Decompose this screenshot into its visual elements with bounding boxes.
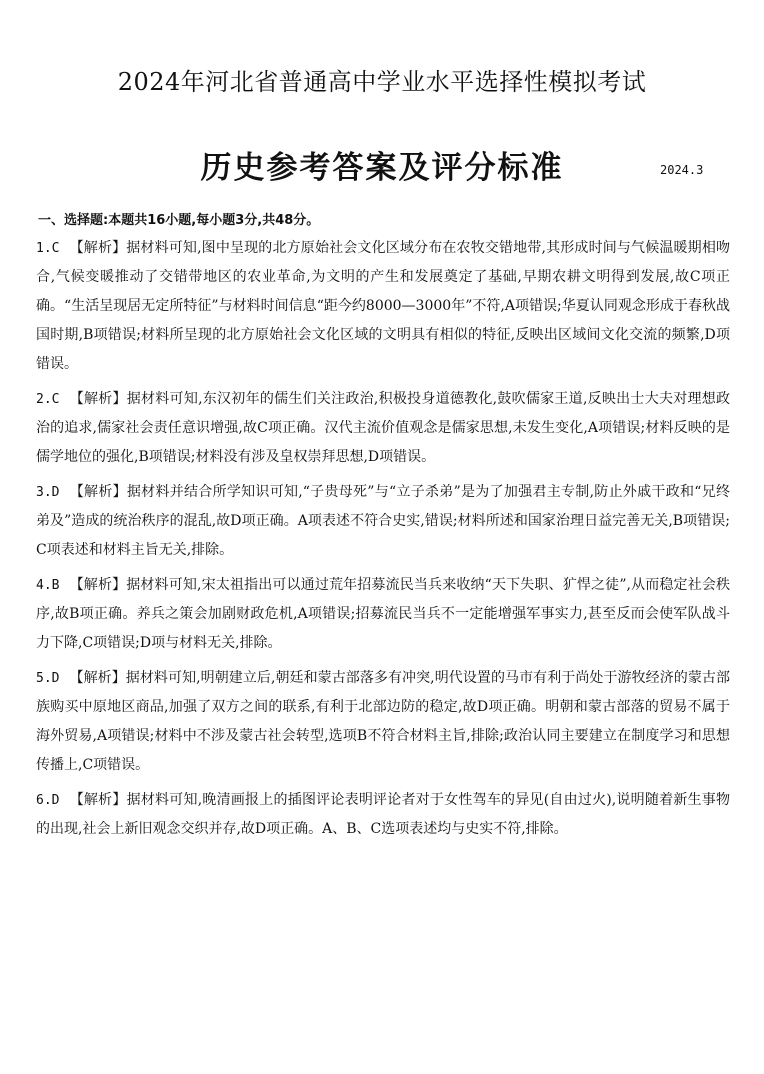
answer-explanation: 【解析】据材料并结合所学知识可知,“子贵母死”与“立子杀弟”是为了加强君主专制,防止外戚干政和“兄终弟及”造成的统治秩序的混乱,故D项正确。A项表述不符合史实,错误;材料所述和国家治理日益完善无关,B项错误;C项表述和材料主旨无关,排除。	[36, 484, 730, 558]
answer-choice: D	[51, 793, 60, 808]
answer-explanation: 【解析】据材料可知,明朝建立后,朝廷和蒙古部落多有冲突,明代设置的马市有利于尚处于游牧经济的蒙古部族购买中原地区商品,加强了双方之间的联系,有利于北部边防的稳定,故D项正确。明朝和蒙古部落的贸易不属于海外贸易,A项错误;材料中不涉及蒙古社会转型,选项B不符合材料主旨,排除;政治认同主要建立在制度学习和思想传播上,C项错误。	[36, 670, 730, 773]
answer-item-2	[36, 385, 730, 472]
answer-number: 3.	[36, 485, 52, 500]
exam-title: 2024年河北省普通高中学业水平选择性模拟考试	[117, 68, 647, 96]
answer-item-3	[36, 478, 730, 565]
answer-item-4	[36, 571, 730, 658]
answer-explanation: 【解析】据材料可知,晚清画报上的插图评论表明评论者对于女性驾车的异见(自由过火),说明随着新生事物的出现,社会上新旧观念交织并存,故D项正确。A、B、C选项表述均与史实不符,排除。	[36, 792, 730, 837]
answer-choice: D	[51, 671, 60, 686]
answer-number: 1.	[36, 241, 52, 256]
answer-item-1	[36, 234, 730, 379]
answer-item-6	[36, 786, 730, 844]
answer-number: 5.	[36, 671, 52, 686]
answer-explanation: 【解析】据材料可知,东汉初年的儒生们关注政治,积极投身道德教化,鼓吹儒家王道,反映出士大夫对理想政治的追求,儒家社会责任意识增强,故C项正确。汉代主流价值观念是儒家思想,未发生变化,A项错误;材料反映的是儒学地位的强化,B项错误;材料没有涉及皇权崇拜思想,D项错误。	[36, 391, 730, 465]
answer-choice: D	[51, 485, 60, 500]
answer-number: 4.	[36, 578, 52, 593]
answer-choice: C	[51, 392, 60, 407]
answer-explanation: 【解析】据材料可知,宋太祖指出可以通过荒年招募流民当兵来收纳“天下失职、犷悍之徒”,从而稳定社会秩序,故B项正确。养兵之策会加剧财政危机,A项错误;招募流民当兵不一定能增强军事实力,甚至反而会使军队战斗力下降,C项错误;D项与材料无关,排除。	[36, 577, 730, 651]
answer-choice: B	[51, 578, 60, 593]
answer-explanation: 【解析】据材料可知,图中呈现的北方原始社会文化区域分布在农牧交错地带,其形成时间与气候温暖期相吻合,气候变暖推动了交错带地区的农业革命,为文明的产生和发展奠定了基础,早期农耕文明得到发展,故C项正确。“生活呈现居无定所特征”与材料时间信息“距今约8000—3000年”不符,A项错误;华夏认同观念形成于春秋战国时期,B项错误;材料所呈现的北方原始社会文化区域的文明具有相似的特征,反映出区域间文化交流的频繁,D项错误。	[36, 240, 730, 372]
answer-choice: C	[51, 241, 60, 256]
section-heading: 一、选择题:本题共16小题,每小题3分,共48分。	[38, 213, 320, 228]
document-title: 历史参考答案及评分标准	[200, 150, 564, 186]
answer-item-5	[36, 664, 730, 780]
answer-list	[36, 234, 730, 850]
document-date: 2024.3	[660, 163, 704, 177]
answer-number: 6.	[36, 793, 52, 808]
answer-number: 2.	[36, 392, 52, 407]
